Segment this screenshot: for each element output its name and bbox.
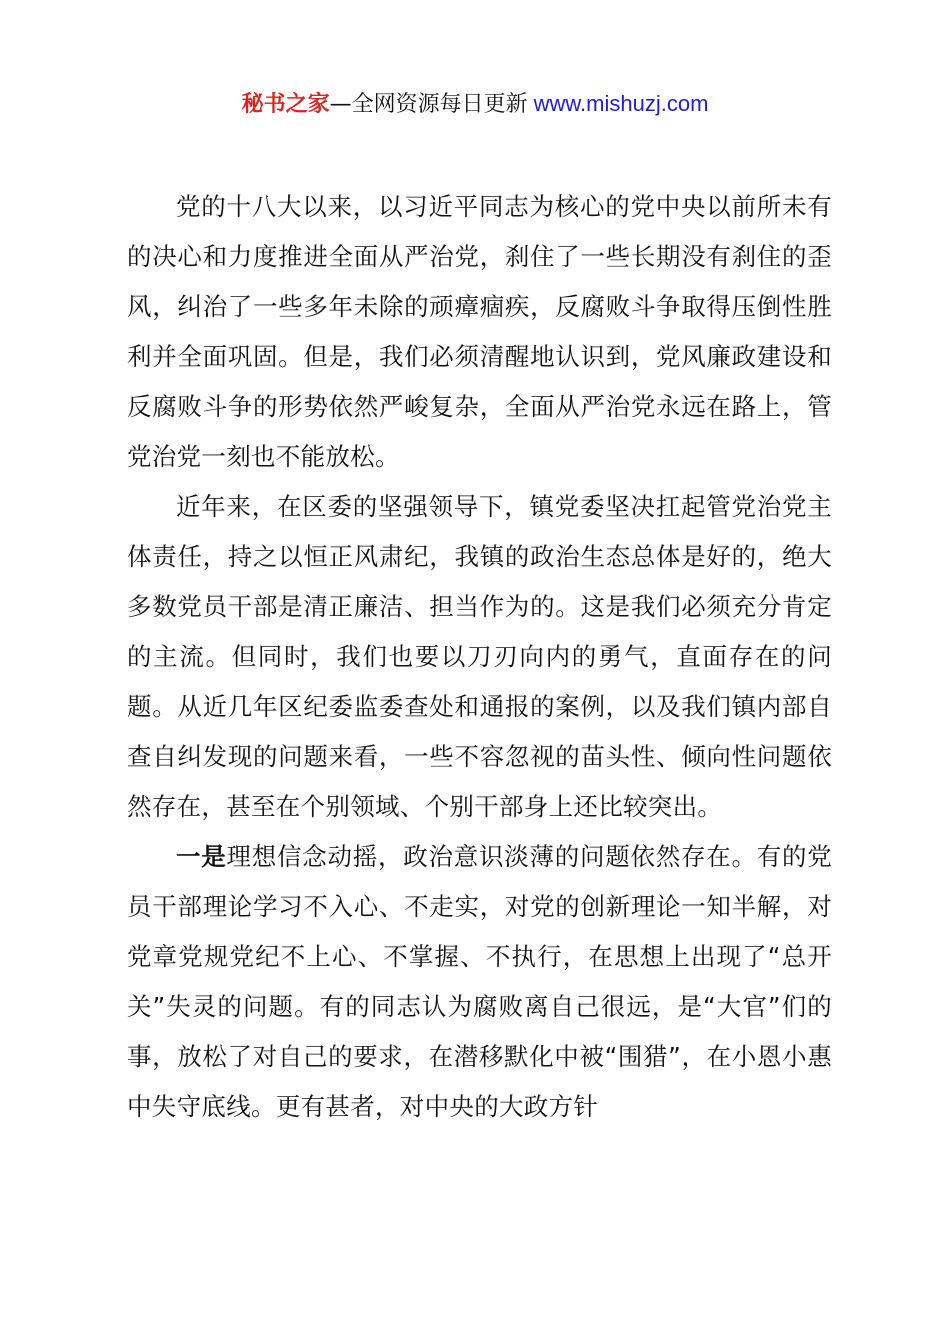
- paragraph-1: [127, 182, 832, 482]
- brand-name: 秘书之家: [241, 92, 330, 117]
- paragraph-lead: 一是: [176, 842, 227, 871]
- paragraph-text: 党的十八大以来，以习近平同志为核心的党中央以前所未有的决心和力度推进全面从严治党，刹住了一些长期没有刹住的歪风，纠治了一些多年未除的顽瘴痼疾，反腐败斗争取得压倒性胜利并全面巩固。但是，我们必须清醒地认识到，党风廉政建设和反腐败斗争的形势依然严峻复杂，全面从严治党永远在路上，管党治党一刻也不能放松。: [127, 192, 832, 471]
- paragraph-text: 近年来，在区委的坚强领导下，镇党委坚决扛起管党治党主体责任，持之以恒正风肃纪，我镇的政治生态总体是好的，绝大多数党员干部是清正廉洁、担当作为的。这是我们必须充分肯定的主流。但同时，我们也要以刀刃向内的勇气，直面存在的问题。从近几年区纪委监委查处和通报的案例，以及我们镇内部自查自纠发现的问题来看，一些不容忽视的苗头性、倾向性问题依然存在，甚至在个别领域、个别干部身上还比较突出。: [127, 492, 832, 821]
- paragraph-3: [127, 832, 832, 1132]
- site-url[interactable]: www.mishuzj.com: [533, 91, 709, 116]
- header-slogan: —全网资源每日更新: [329, 92, 528, 117]
- paragraph-text: 理想信念动摇，政治意识淡薄的问题依然存在。有的党员干部理论学习不入心、不走实，对党的创新理论一知半解，对党章党规党纪不上心、不掌握、不执行，在思想上出现了“总开关”失灵的问题。有的同志认为腐败离自己很远，是“大官”们的事，放松了对自己的要求，在潜移默化中被“围猎”，在小恩小惠中失守底线。更有甚者，对中央的大政方针: [127, 842, 832, 1121]
- paragraph-2: [127, 482, 832, 832]
- document-body: [127, 182, 832, 1132]
- site-header: [0, 86, 950, 123]
